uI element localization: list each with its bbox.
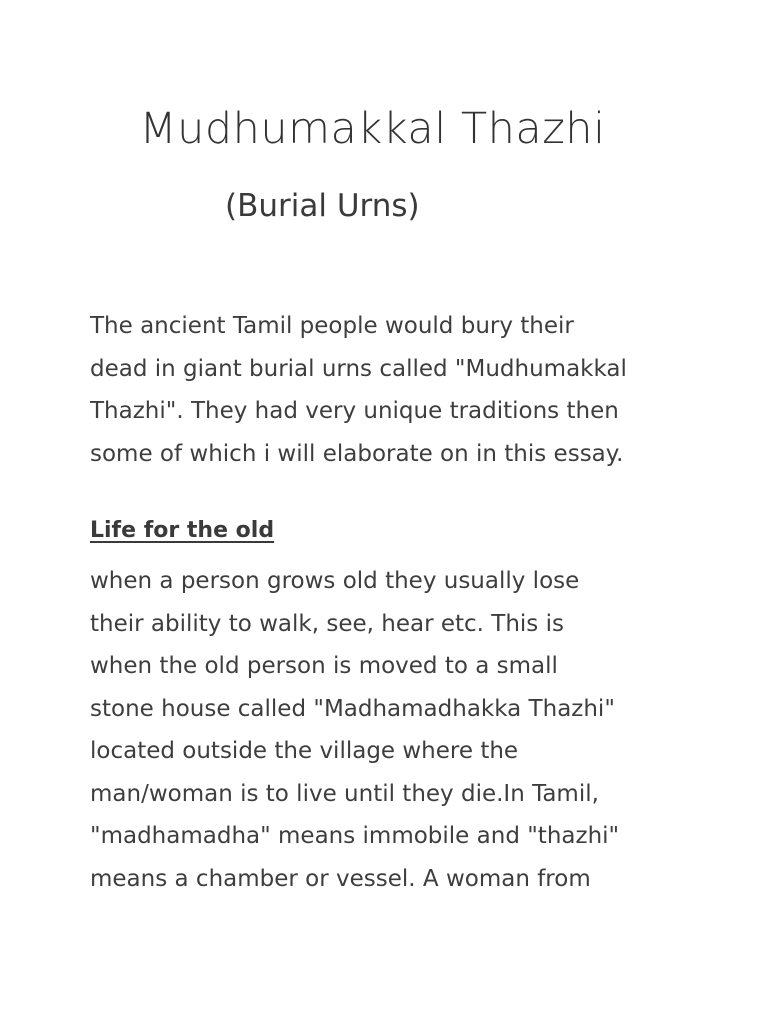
section-line: "madhamadha" means immobile and "thazhi" — [90, 823, 620, 849]
intro-line: some of which i will elaborate on in this essay. — [90, 440, 624, 467]
intro-line: Thazhi". They had very unique traditions then — [90, 398, 619, 424]
section-line: man/woman is to live until they die.In Tamil, — [90, 780, 599, 807]
section-line: means a chamber or vessel. A woman from — [90, 865, 591, 892]
section-line: their ability to walk, see, hear etc. This is — [90, 610, 564, 637]
intro-line: dead in giant burial urns called "Mudhumakkal — [90, 355, 627, 382]
document-title: Mudhumakkal Thazhi — [139, 104, 606, 154]
section-line: located outside the village where the — [90, 738, 519, 764]
intro-paragraph — [90, 305, 690, 475]
section-paragraph — [90, 560, 690, 900]
document-subtitle: (Burial Urns) — [225, 188, 420, 224]
section-line: stone house called "Madhamadhakka Thazhi" — [90, 695, 615, 722]
section-line: when a person grows old they usually lose — [90, 568, 580, 594]
intro-line: The ancient Tamil people would bury their — [90, 313, 574, 339]
section-line: when the old person is moved to a small — [90, 653, 558, 679]
section-heading: Life for the old — [90, 518, 275, 543]
